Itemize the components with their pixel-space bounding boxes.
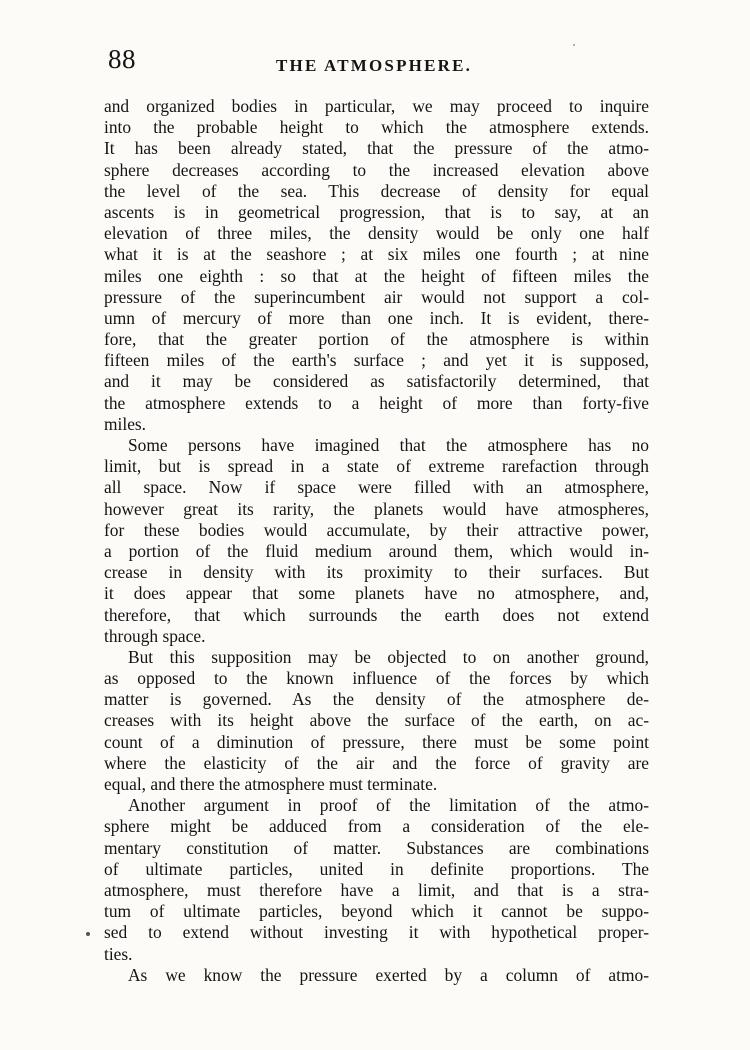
margin-ink-dot <box>86 932 90 936</box>
text-line: atmosphere, must therefore have a limit, and that is a stra- <box>104 879 649 900</box>
text-line: of ultimate particles, united in definite proportions. The <box>104 858 649 879</box>
paragraph-first-line: Some persons have imagined that the atmosphere has no <box>128 435 649 455</box>
text-line: all space. Now if space were filled with an atmosphere, <box>104 477 649 498</box>
running-title: THE ATMOSPHERE. <box>276 56 473 75</box>
paragraph-first-line: But this supposition may be objected to on another ground, <box>128 646 649 667</box>
text-line: the level of the sea. This decrease of density for equal <box>104 180 649 201</box>
text-line: fifteen miles of the earth's surface ; and yet it is supposed, <box>104 350 649 371</box>
text-line: fore, that the greater portion of the atmosphere is within <box>104 329 649 350</box>
text-line: and it may be considered as satisfactorily determined, that <box>104 371 649 392</box>
text-line: ties. <box>104 943 133 964</box>
text-line: the atmosphere extends to a height of more than forty-five <box>104 392 649 413</box>
text-line: miles. <box>104 413 147 434</box>
text-line: crease in density with its proximity to their surfaces. But <box>104 562 649 583</box>
paragraph-first-line: As we know the pressure exerted by a column of atmo- <box>128 964 649 985</box>
text-line: where the elasticity of the air and the force of gravity are <box>104 752 649 773</box>
text-line: sed to extend without investing it with hypothetical proper- <box>104 922 649 943</box>
text-line: miles one eighth : so that at the height of fifteen miles the <box>104 265 649 286</box>
text-line: limit, but is spread in a state of extreme rarefaction through <box>104 456 649 477</box>
page-header <box>104 44 649 84</box>
text-line: matter is governed. As the density of the atmosphere de- <box>104 689 649 710</box>
text-line: ascents is in geometrical progression, that is to say, at an <box>104 201 649 222</box>
text-line: and organized bodies in particular, we may proceed to inquire <box>104 96 649 116</box>
text-line: pressure of the superincumbent air would not support a col- <box>104 286 649 307</box>
text-line: as opposed to the known influence of the forces by which <box>104 668 649 689</box>
text-line: therefore, that which surrounds the earth does not extend <box>104 604 649 625</box>
text-line: sphere decreases according to the increased elevation above <box>104 159 649 180</box>
text-line: tum of ultimate particles, beyond which it cannot be suppo- <box>104 901 649 922</box>
text-line: it does appear that some planets have no atmosphere, and, <box>104 583 649 604</box>
page-number: 88 <box>108 44 136 74</box>
text-line: a portion of the fluid medium around them, which would in- <box>104 540 649 561</box>
text-line: mentary constitution of matter. Substances are combinations <box>104 837 649 858</box>
body-text <box>104 96 649 986</box>
text-line: count of a diminution of pressure, there must be some point <box>104 731 649 752</box>
text-line: for these bodies would accumulate, by their attractive power, <box>104 519 649 540</box>
text-line: elevation of three miles, the density would be only one half <box>104 223 649 244</box>
paragraph-first-line: Another argument in proof of the limitation of the atmo- <box>128 795 649 816</box>
text-line: creases with its height above the surface of the earth, on ac- <box>104 710 649 731</box>
text-line: umn of mercury of more than one inch. It is evident, there- <box>104 307 649 328</box>
text-line: sphere might be adduced from a consideration of the ele- <box>104 816 649 837</box>
text-line: It has been already stated, that the pressure of the atmo- <box>104 138 649 159</box>
text-line: however great its rarity, the planets would have atmospheres, <box>104 498 649 519</box>
text-line: what it is at the seashore ; at six miles one fourth ; at nine <box>104 244 649 265</box>
text-line: equal, and there the atmosphere must terminate. <box>104 774 438 794</box>
text-line: into the probable height to which the atmosphere extends. <box>104 117 649 138</box>
text-line: through space. <box>104 625 206 646</box>
